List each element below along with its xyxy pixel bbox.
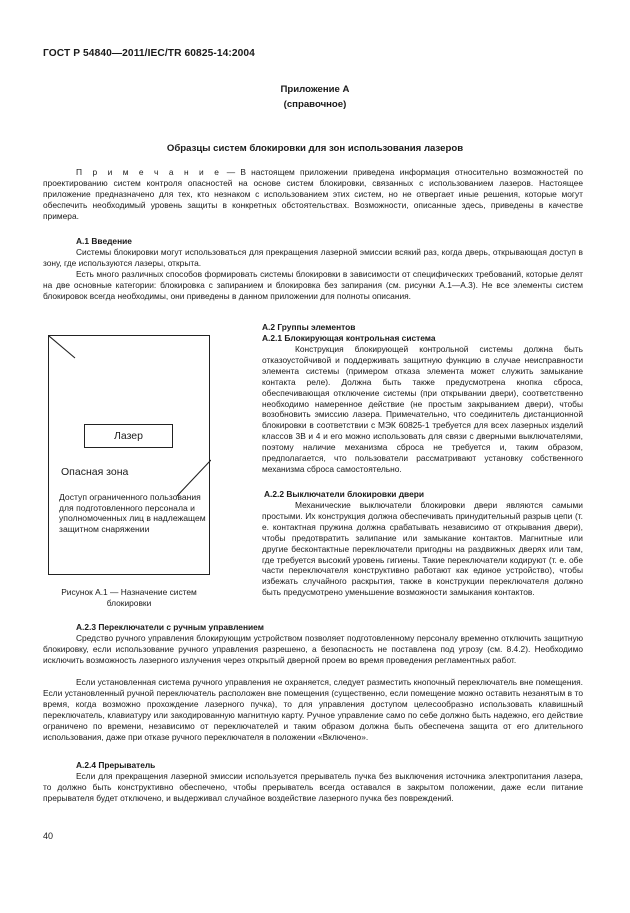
annex-title: Приложение А xyxy=(280,84,350,95)
section-a21-heading: А.2.1 Блокирующая контрольная система xyxy=(262,333,436,343)
section-a23-heading: А.2.3 Переключатели с ручным управлением xyxy=(76,622,264,632)
note-paragraph xyxy=(43,167,583,222)
figure-a1-diagram xyxy=(48,335,210,575)
door-line xyxy=(49,336,75,358)
standard-header: ГОСТ Р 54840—2011/IEC/TR 60825-14:2004 xyxy=(43,48,255,59)
section-a1-heading: А.1 Введение xyxy=(76,236,132,246)
page-number: 40 xyxy=(43,831,54,841)
a23-paragraph-1: Средство ручного управления блокирующим устройством позволяет подготовленному персоналу временно отключить защитную блокировку, если использование ручного управления разрешено, а безопасность не поставлена под угрозу (см. 8.4.2). Необходимо исключить возможность лазерного излучения через открытый дверной проем во время проведения регламентных работ. xyxy=(43,633,583,665)
a1-paragraph-2: Есть много различных способов формировать системы блокировки в зависимости от специфических требований, которые делят на две основные категории: блокировка с запиранием и блокировка без запирания (см. рисунки А.1—А.3). Не все элементы систем блокировок всегда необходимы, они приведены в данном приложении для полноты описания. xyxy=(43,269,583,301)
a22-paragraph: Механические выключатели блокировки двери являются самыми простыми. Их конструкция должна обеспечивать принудительный разрыв цепи (т. е. контактная пружина должна срабатывать независимо от открывания двери), чтобы предотвратить залипание или замыкание контактов. Магнитные или другие бесконтактные переключатели пригодны на раздвижных дверях или там, где требуется высокий уровень гигиены. Такие переключатели кодируют (т. е. обе части переключателя конструктивно работают как единое устройство), чтобы избежать случайного раскрытия, также в конструкции переключателя должно быть предусмотрено уменьшение возможности замыкания контактов. xyxy=(262,500,583,598)
hazard-zone-label: Опасная зона xyxy=(61,466,129,478)
door-line xyxy=(177,460,211,496)
note-text: — В настоящем приложении приведена информация относительно возможностей по проектированию систем контроля опасностей на основе систем блокировки, связанных с использованием лазеров. Настоящее приложение предназначено для тех, кто незнаком с использованием этих систем, но не отвергает иные решения, которые могут обеспечить необходимый уровень защиты в конкретных обстоятельствах. Возможности, описанные здесь, приведены в качестве примера. xyxy=(43,167,583,221)
a23-paragraph-2: Если установленная система ручного управления не охраняется, следует разместить кнопочный переключатель вне помещения. Если установленный ручной переключатель расположен вне помещения (существенно, если помещение можно оставить незанятым в то время, когда возможно прохождение лазерного пучка), то для управления доступом целесообразно использовать клавишный переключатель, клавиатуру или закодированную магнитную карту. Ручное управление само по себе должно быть надежно, его действие ограничено по времени, независимо от переключателей и таким образом должна быть обеспечена защита от его длительного использования, даже при отказе ручного переключателя в положении «Включено». xyxy=(43,677,583,742)
note-label: П р и м е ч а н и е xyxy=(76,167,222,177)
access-note: Доступ ограниченного пользования для подготовленного персонала и уполномоченных лиц в надлежащем защитном снаряжении xyxy=(59,492,206,534)
a21-paragraph: Конструкция блокирующей контрольной системы должна быть отказоустойчивой и поддерживать защитную функцию в случае неисправности элемента системы (примером отказа элемента может служить замыкание контакта реле). Должна быть также предусмотрена кнопка сброса, обеспечивающая отключение системы (при открывании двери), соответственно необходимо намеренное действие (не простым закрыванием двери), чтобы возобновить эмиссию лазера. Примечательно, что соединитель дистанционной блокировки в соответствии с МЭК 60825-1 требуется для всех лазерных изделий классов 3B и 4 и его можно использовать для связи с дверными выключателями, поэтому наличие механизма сброса не требуется и, таким образом, предполагается, что пользователи рассматривают установку собственного механизма сброса самостоятельно. xyxy=(262,344,583,474)
annex-kind: (справочное) xyxy=(283,99,347,110)
a24-paragraph: Если для прекращения лазерной эмиссии используется прерыватель пучка без выключения источника электропитания лазера, то должно быть конструктивно обеспечено, чтобы прерыватель всегда оставался в закрытом положении, даже если питание прерывателя будет отключено, и выдерживал случайное воздействие лазерного пучка без повреждений. xyxy=(43,771,583,803)
section-a2-heading: А.2 Группы элементов xyxy=(262,322,356,332)
door-diagram-lines xyxy=(49,336,211,576)
laser-box: Лазер xyxy=(84,424,173,448)
a1-paragraph-1: Системы блокировки могут использоваться для прекращения лазерной эмиссии всякий раз, когда дверь, открывающая доступ в зону, где используются лазеры, открыта. xyxy=(43,247,583,268)
section-a24-heading: А.2.4 Прерыватель xyxy=(76,760,156,770)
document-title: Образцы систем блокировки для зон использования лазеров xyxy=(166,143,464,154)
figure-caption: Рисунок А.1 — Назначение систем блокировки xyxy=(61,587,197,608)
section-a22-heading: А.2.2 Выключатели блокировки двери xyxy=(264,489,425,499)
